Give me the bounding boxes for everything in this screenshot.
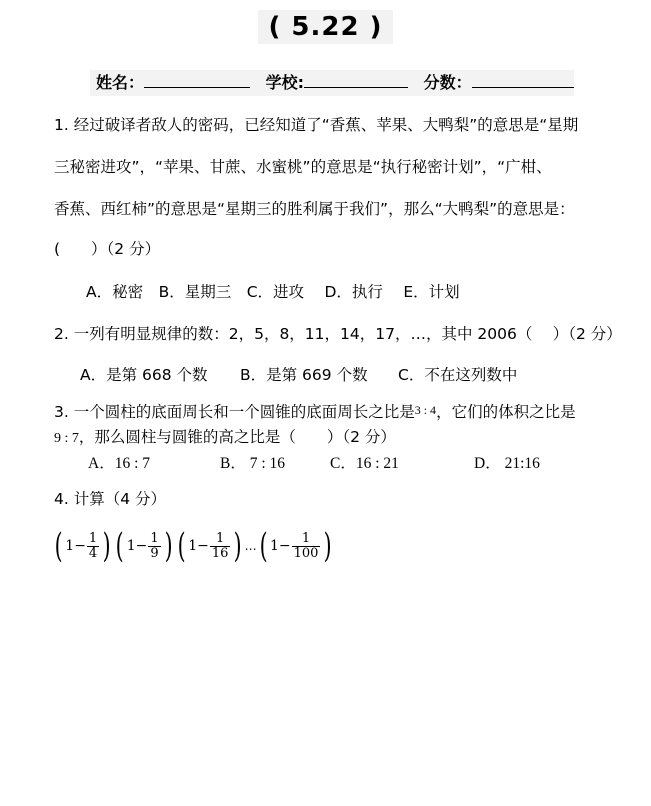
q3-line1 (54, 399, 576, 423)
q3-option-a: A．16 : 7 (88, 455, 151, 472)
paren-close-4: ) (324, 526, 333, 566)
q3-line2-post: ，那么圆柱与圆锥的高之比是（ ）（2 分） (78, 428, 396, 446)
fraction-2-denominator: 9 (150, 545, 159, 561)
fraction-3-denominator: 16 (211, 545, 229, 561)
school-label: 学校: (265, 73, 304, 92)
term2-minus: − (135, 538, 148, 554)
term4-minus: − (278, 538, 291, 554)
q3-ratio2: 9 : 7 (54, 431, 79, 446)
q3-ratio1: 3 : 4 (414, 403, 437, 417)
score-label: 分数： (423, 73, 472, 92)
school-field (266, 70, 408, 96)
fraction-1-16 (210, 532, 231, 561)
q2-stem: 2. 一列有明显规律的数：2，5，8，11，14，17，…，其中 2006（ ）（2 分） (54, 325, 622, 343)
q1-line4: ( ）（2 分） (54, 240, 161, 258)
paren-open-1: ( (54, 526, 63, 566)
page-title (0, 10, 651, 44)
fraction-4-denominator: 100 (293, 545, 319, 561)
q4-stem: 4. 计算（4 分） (54, 490, 167, 508)
q3-option-d: D． 21:16 (474, 455, 540, 472)
q1-options: A．秘密 B．星期三 C．进攻 D．执行 E．计划 (86, 283, 460, 301)
fraction-1-denominator: 4 (88, 545, 98, 561)
fraction-1-9 (148, 532, 160, 561)
name-label: 姓名： (96, 73, 145, 92)
paren-close-1: ) (102, 526, 111, 566)
paren-open-3: ( (177, 526, 186, 566)
score-blank[interactable] (472, 70, 574, 88)
name-field (96, 70, 250, 96)
school-blank[interactable] (304, 70, 408, 88)
term4-one: 1 (269, 538, 279, 554)
fraction-1-4 (87, 532, 99, 561)
q1-line2: 三秘密进攻”，“苹果、甘蔗、水蜜桃”的意思是“执行秘密计划”，“广柑、 (54, 158, 552, 176)
q3-option-c: C．16 : 21 (330, 455, 399, 472)
q3-line1-pre: 3. 一个圆柱的底面周长和一个圆锥的底面周长之比是 (54, 403, 415, 421)
paren-open-2: ( (116, 526, 125, 566)
score-field (424, 70, 574, 96)
name-blank[interactable] (144, 70, 250, 88)
term2-one: 1 (126, 538, 136, 554)
fraction-3-numerator: 1 (210, 532, 231, 547)
fraction-2-numerator: 1 (150, 530, 159, 546)
q4-expression (52, 526, 335, 568)
q1-line1: 1. 经过破译者敌人的密码，已经知道了“香蕉、苹果、大鸭梨”的意思是“星期 (54, 116, 579, 134)
paren-open-4: ( (259, 526, 268, 566)
q3-line2 (54, 426, 396, 450)
term1-minus: − (74, 538, 86, 554)
q2-option-a: A．是第 668 个数 (80, 366, 208, 384)
fraction-4-numerator: 1 (292, 532, 321, 547)
q2-option-b: B．是第 669 个数 (240, 366, 368, 384)
q1-line3: 香蕉、西红柿”的意思是“星期三的胜利属于我们”，那么“大鸭梨”的意思是： (54, 200, 575, 218)
fraction-1-100 (292, 532, 321, 561)
term3-one: 1 (188, 538, 198, 554)
title-text: ( 5.22 ) (258, 10, 392, 44)
paren-close-2: ) (164, 526, 173, 566)
term3-minus: − (197, 538, 209, 554)
paren-close-3: ) (234, 526, 243, 566)
q3-line1-post: ，它们的体积之比是 (436, 403, 576, 421)
ellipsis: … (244, 539, 257, 553)
term1-one: 1 (65, 538, 75, 554)
q2-option-c: C．不在这列数中 (398, 366, 518, 384)
fraction-1-numerator: 1 (88, 530, 98, 546)
q3-option-b: B． 7 : 16 (220, 455, 286, 472)
student-info-bar (90, 70, 574, 96)
